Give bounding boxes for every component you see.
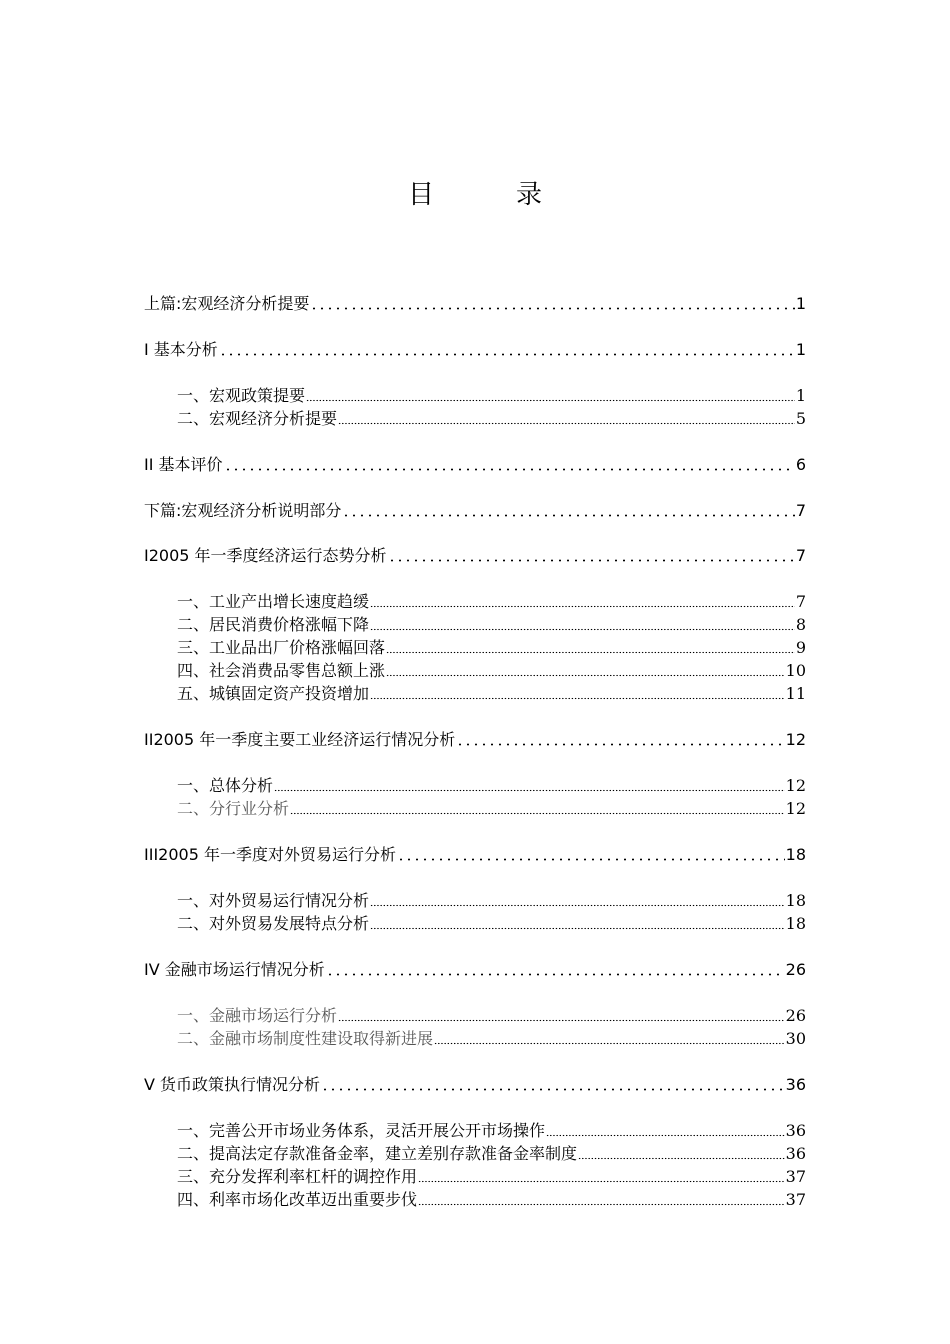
toc-entry[interactable]	[177, 615, 806, 635]
dot-leader	[224, 468, 795, 471]
toc-entry-page: 7	[795, 501, 806, 520]
toc-entry[interactable]	[144, 455, 806, 475]
toc-entry-page: 12	[785, 776, 806, 795]
toc-entry-label: 四、社会消费品零售总额上涨	[177, 661, 386, 680]
dot-leader	[306, 399, 795, 402]
toc-entry-page: 12	[785, 730, 806, 749]
toc-entry-label: II 基本评价	[144, 455, 223, 474]
toc-entry-page: 18	[785, 845, 806, 864]
toc-entry-page: 26	[785, 1006, 806, 1025]
toc-entry[interactable]	[177, 1190, 806, 1210]
toc-entry-page: 6	[795, 455, 806, 474]
toc-entry[interactable]	[177, 409, 806, 429]
dot-leader	[321, 1088, 785, 1091]
dot-leader	[456, 743, 784, 746]
toc-entry[interactable]	[144, 546, 806, 566]
toc-entry[interactable]	[177, 914, 806, 934]
toc-entry[interactable]	[144, 501, 806, 521]
toc-entry-label: 四、利率市场化改革迈出重要步伐	[177, 1190, 418, 1209]
dot-leader	[386, 674, 785, 677]
dot-leader	[338, 422, 795, 425]
toc-entry-page: 11	[785, 684, 806, 703]
toc-entry-label: 下篇:宏观经济分析说明部分	[144, 501, 342, 520]
toc-entry-page: 7	[795, 546, 806, 565]
dot-leader	[370, 697, 785, 700]
toc-entry-page: 37	[785, 1190, 806, 1209]
dot-leader	[370, 628, 795, 631]
toc-entry-page: 10	[785, 661, 806, 680]
toc-entry-label: I 基本分析	[144, 340, 218, 359]
toc-entry[interactable]	[177, 1121, 806, 1141]
dot-leader	[310, 307, 794, 310]
toc-entry-label: 二、居民消费价格涨幅下降	[177, 615, 370, 634]
dot-leader	[397, 858, 785, 861]
toc-entry-page: 26	[785, 960, 806, 979]
toc-entry-page: 18	[785, 914, 806, 933]
toc-entry-page: 9	[795, 638, 806, 657]
toc-entry-label: 上篇:宏观经济分析提要	[144, 294, 310, 313]
toc-entry-label: 二、对外贸易发展特点分析	[177, 914, 370, 933]
toc-entry-label: 五、城镇固定资产投资增加	[177, 684, 370, 703]
toc-entry[interactable]	[177, 776, 806, 796]
toc-entry[interactable]	[144, 730, 806, 750]
toc-entry[interactable]	[177, 1144, 806, 1164]
toc-entry-page: 12	[785, 799, 806, 818]
dot-leader	[274, 789, 785, 792]
dot-leader	[338, 1019, 785, 1022]
toc-entry-label: V 货币政策执行情况分析	[144, 1075, 321, 1094]
toc-entry[interactable]	[144, 845, 806, 865]
toc-entry-label: II2005 年一季度主要工业经济运行情况分析	[144, 730, 456, 749]
toc-entry[interactable]	[144, 294, 806, 314]
dot-leader	[388, 559, 795, 562]
dot-leader	[370, 904, 785, 907]
dot-leader	[418, 1203, 785, 1206]
toc-entry-page: 1	[795, 294, 806, 313]
dot-leader	[342, 514, 794, 517]
toc-entry-page: 37	[785, 1167, 806, 1186]
toc-entry-label: I2005 年一季度经济运行态势分析	[144, 546, 387, 565]
toc-entry[interactable]	[177, 684, 806, 704]
toc-entry-page: 7	[795, 592, 806, 611]
toc-entry[interactable]	[177, 386, 806, 406]
toc-entry[interactable]	[177, 638, 806, 658]
toc-entry-label: 一、工业产出增长速度趋缓	[177, 592, 370, 611]
toc-entry-label: 一、总体分析	[177, 776, 274, 795]
toc-entry[interactable]	[177, 1006, 806, 1026]
toc-entry[interactable]	[177, 592, 806, 612]
toc-entry-page: 1	[795, 386, 806, 405]
toc-entry-page: 8	[795, 615, 806, 634]
toc-entry-label: 一、宏观政策提要	[177, 386, 306, 405]
toc-entry[interactable]	[177, 1029, 806, 1049]
toc-entry-label: 一、完善公开市场业务体系，灵活开展公开市场操作	[177, 1121, 546, 1140]
toc-entry[interactable]	[177, 1167, 806, 1187]
toc-entry-label: 一、金融市场运行分析	[177, 1006, 338, 1025]
toc-entry-page: 36	[785, 1121, 806, 1140]
toc-entry-page: 36	[785, 1075, 806, 1094]
toc-entry-label: 三、充分发挥利率杠杆的调控作用	[177, 1167, 418, 1186]
dot-leader	[290, 812, 785, 815]
toc-entry-label: IV 金融市场运行情况分析	[144, 960, 325, 979]
dot-leader	[434, 1042, 785, 1045]
toc-entry[interactable]	[177, 799, 806, 819]
toc-entry[interactable]	[144, 1075, 806, 1095]
toc-title: 目 录	[407, 180, 570, 210]
toc-entry-page: 36	[785, 1144, 806, 1163]
dot-leader	[546, 1134, 785, 1137]
toc-entry-label: 二、宏观经济分析提要	[177, 409, 338, 428]
toc-entry[interactable]	[144, 340, 806, 360]
toc-entry-page: 1	[795, 340, 806, 359]
dot-leader	[370, 605, 795, 608]
dot-leader	[326, 973, 785, 976]
dot-leader	[386, 651, 795, 654]
toc-entry-label: 三、工业品出厂价格涨幅回落	[177, 638, 386, 657]
dot-leader	[370, 927, 785, 930]
toc-entry-page: 30	[785, 1029, 806, 1048]
toc-entry-label: 二、分行业分析	[177, 799, 290, 818]
toc-entry-page: 5	[795, 409, 806, 428]
dot-leader	[219, 353, 795, 356]
toc-entry[interactable]	[144, 960, 806, 980]
toc-entry[interactable]	[177, 891, 806, 911]
toc-entry[interactable]	[177, 661, 806, 681]
dot-leader	[418, 1180, 785, 1183]
toc-entry-label: III2005 年一季度对外贸易运行分析	[144, 845, 396, 864]
dot-leader	[578, 1157, 785, 1160]
toc-entry-label: 二、提高法定存款准备金率，建立差别存款准备金率制度	[177, 1144, 578, 1163]
toc-entry-page: 18	[785, 891, 806, 910]
toc-entry-label: 一、对外贸易运行情况分析	[177, 891, 370, 910]
toc-entry-label: 二、金融市场制度性建设取得新进展	[177, 1029, 434, 1048]
